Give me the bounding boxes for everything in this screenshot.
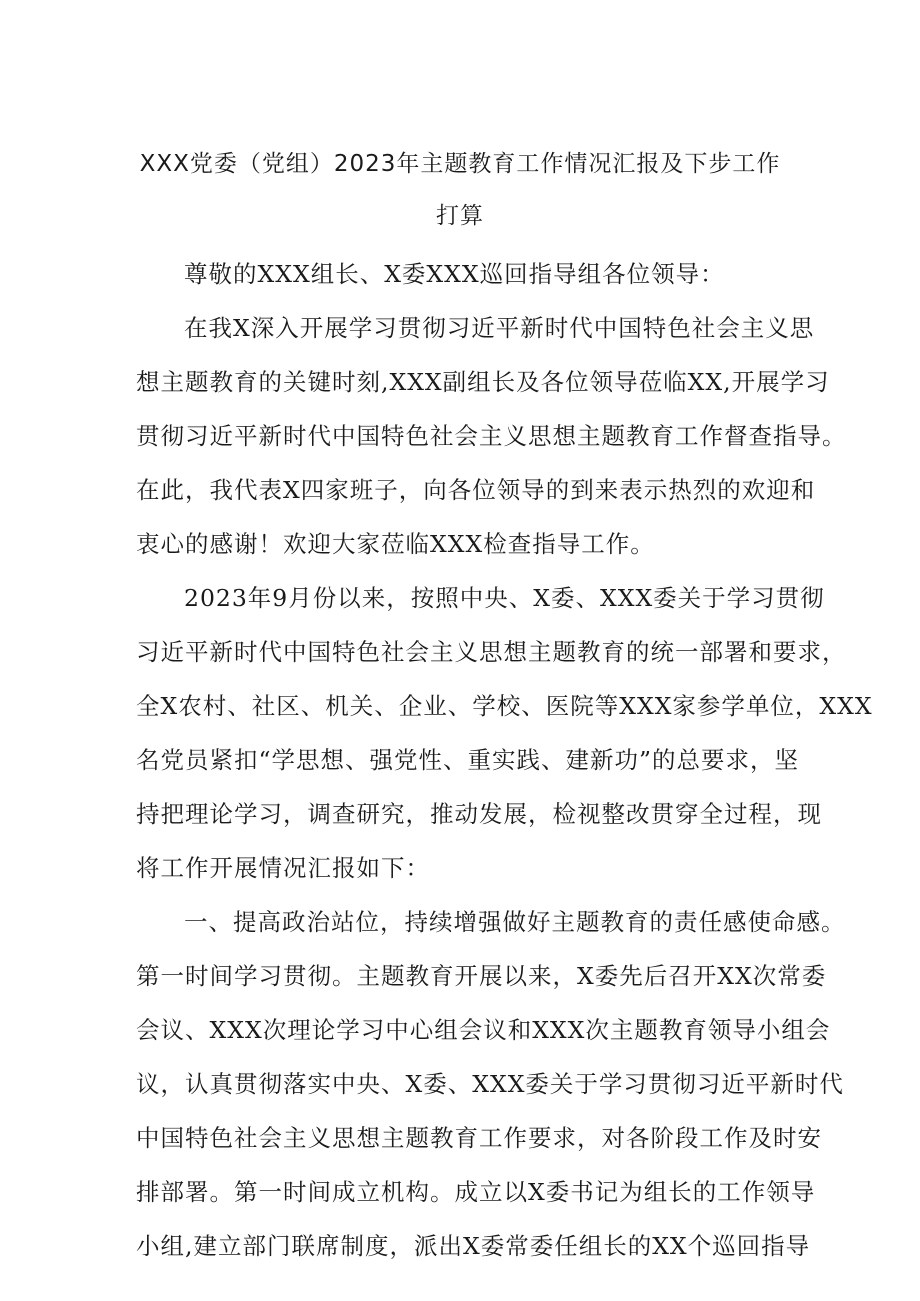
section-heading: 一、提高政治站位，持续增强做好主题教育的责任感使命感。 [184, 908, 846, 936]
paragraph-line: 在此，我代表X四家班子，向各位领导的到来表示热烈的欢迎和 [136, 476, 816, 504]
document-title-line-2: 打算 [436, 203, 484, 229]
paragraph-line: 持把理论学习，调查研究，推动发展，检视整改贯穿全过程，现 [136, 800, 822, 828]
paragraph-line: 2023年9月份以来，按照中央、X委、XXX委关于学习贯彻 [184, 584, 825, 612]
paragraph-line: 衷心的感谢！欢迎大家莅临XXX检查指导工作。 [136, 530, 655, 558]
paragraph-line: 排部署。第一时间成立机构。成立以X委书记为组长的工作领导 [136, 1178, 816, 1206]
paragraph-line: 会议、XXX次理论学习中心组会议和XXX次主题教育领导小组会 [136, 1016, 831, 1044]
salutation: 尊敬的XXX组长、X委XXX巡回指导组各位领导： [184, 260, 725, 288]
paragraph-line: 议，认真贯彻落实中央、X委、XXX委关于学习贯彻习近平新时代 [136, 1070, 844, 1098]
paragraph-line: 名党员紧扣“学思想、强党性、重实践、建新功”的总要求，坚 [136, 746, 800, 774]
paragraph-line: 将工作开展情况汇报如下： [136, 854, 430, 882]
paragraph-line: 想主题教育的关键时刻,XXX副组长及各位领导莅临XX,开展学习 [136, 368, 830, 396]
paragraph-line: 习近平新时代中国特色社会主义思想主题教育的统一部署和要求， [136, 638, 847, 666]
paragraph-line: 贯彻习近平新时代中国特色社会主义思想主题教育工作督查指导。 [136, 422, 847, 450]
paragraph-line: 小组,建立部门联席制度，派出X委常委任组长的XX个巡回指导 [136, 1232, 811, 1260]
paragraph-line: 中国特色社会主义思想主题教育工作要求，对各阶段工作及时安 [136, 1124, 822, 1152]
paragraph-line: 第一时间学习贯彻。主题教育开展以来，X委先后召开XX次常委 [136, 962, 827, 990]
document-title-line-1: XXX党委（党组）2023年主题教育工作情况汇报及下步工作 [139, 151, 781, 177]
paragraph-line: 全X农村、社区、机关、企业、学校、医院等XXX家参学单位，XXX [136, 692, 873, 720]
paragraph-line: 在我X深入开展学习贯彻习近平新时代中国特色社会主义思 [184, 314, 815, 342]
